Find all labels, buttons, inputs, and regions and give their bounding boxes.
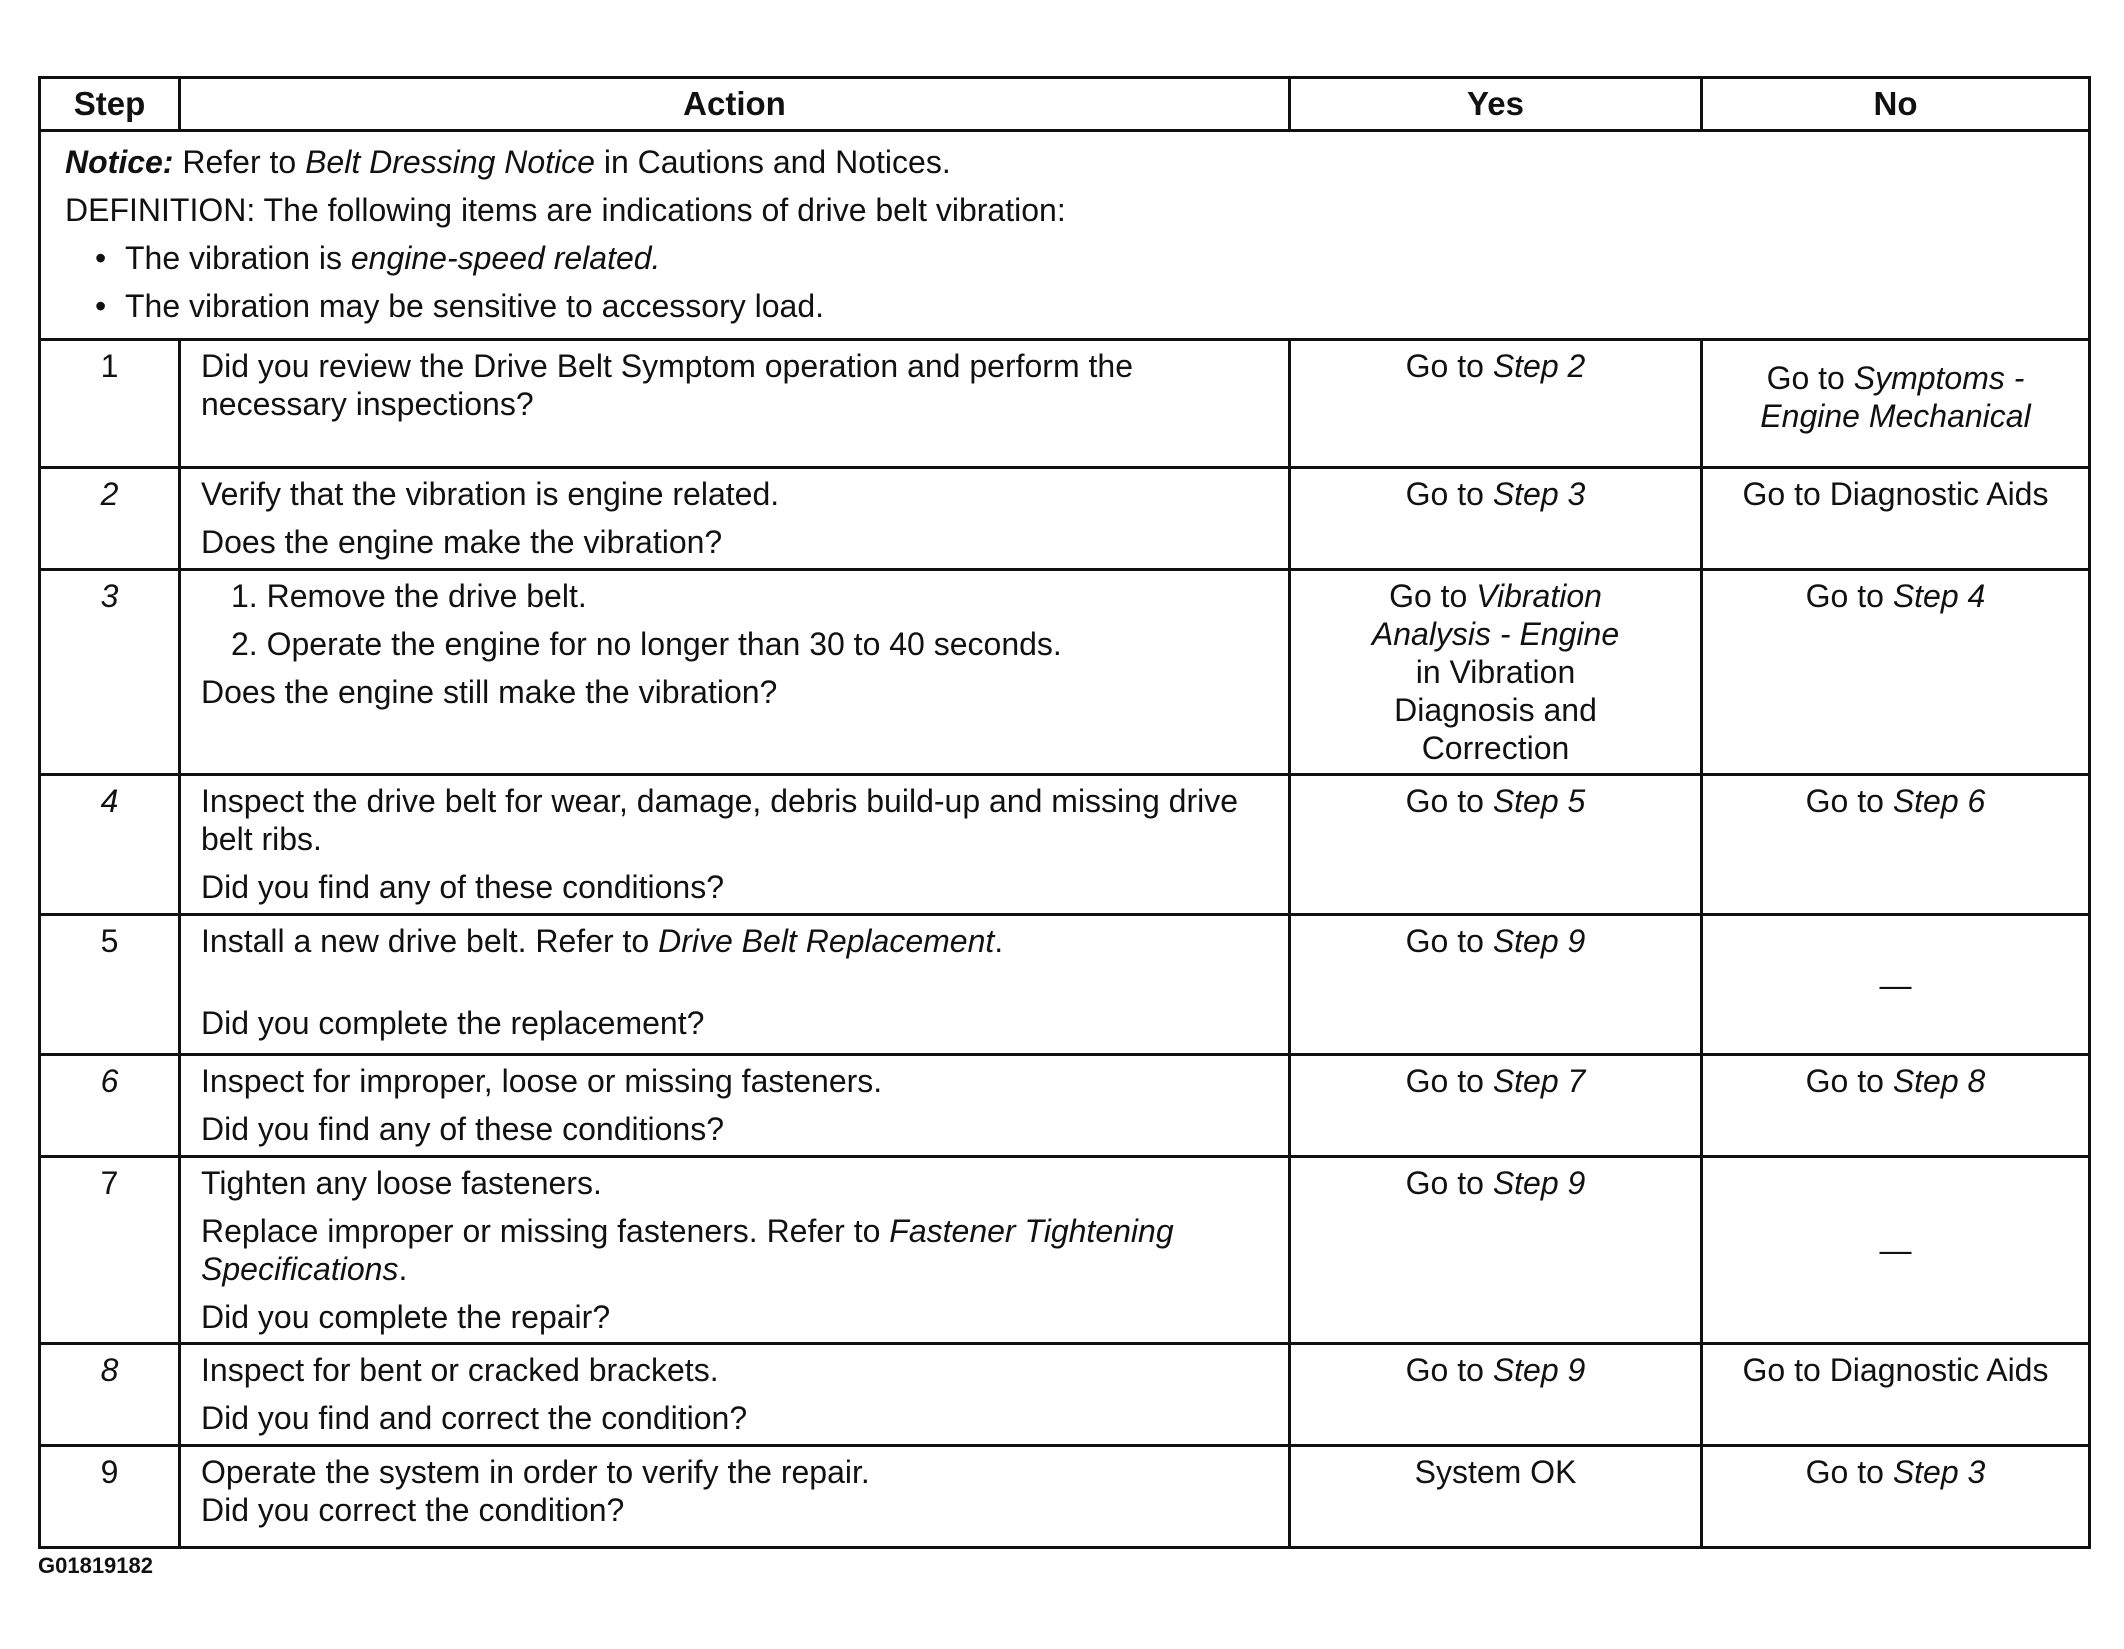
action-cell: Inspect the drive belt for wear, damage, debris build-up and missing drive belt ribs. Did you find any of these conditions? [180,775,1290,915]
yes-cell: Go to Step 9 [1290,1344,1702,1446]
table-row [40,1446,2090,1548]
step-number: 7 [40,1157,180,1344]
step-number: 2 [40,468,180,570]
yes-cell: Go to Step 9 [1290,915,1702,1055]
action-cell: Inspect for bent or cracked brackets. Did you find and correct the condition? [180,1344,1290,1446]
no-cell: Go to Diagnostic Aids [1702,468,2090,570]
yes-cell: System OK [1290,1446,1702,1548]
step-number: 8 [40,1344,180,1446]
yes-cell: Go to Step 9 [1290,1157,1702,1344]
step-number: 3 [40,570,180,775]
diagnostic-table [38,76,2091,1549]
action-cell: Verify that the vibration is engine related. Does the engine make the vibration? [180,468,1290,570]
notice-row [40,131,2090,340]
belt-dressing-notice-ref: Belt Dressing Notice [305,144,595,180]
notice-line: Notice: Refer to Belt Dressing Notice in Cautions and Notices. [65,144,951,180]
table-row [40,340,2090,468]
no-cell: Go to Step 3 [1702,1446,2090,1548]
no-cell: — [1702,1157,2090,1344]
table-row [40,468,2090,570]
no-cell: — [1702,915,2090,1055]
action-cell: Did you review the Drive Belt Symptom operation and perform the necessary inspections? [180,340,1290,468]
action-cell: Operate the system in order to verify the repair. Did you correct the condition? [180,1446,1290,1548]
notice-cell [40,131,2090,340]
definition-line: DEFINITION: The following items are indications of drive belt vibration: [65,192,1066,228]
action-cell: 1. Remove the drive belt. 2. Operate the engine for no longer than 30 to 40 seconds. Does the engine still make the vibration? [180,570,1290,775]
step-number: 4 [40,775,180,915]
table-row [40,1055,2090,1157]
step-number: 5 [40,915,180,1055]
table-row [40,1344,2090,1446]
yes-cell: Go to Step 5 [1290,775,1702,915]
yes-cell: Go to Vibration Analysis - Engine in Vibration Diagnosis and Correction [1290,570,1702,775]
no-cell: Go to Step 6 [1702,775,2090,915]
yes-cell: Go to Step 2 [1290,340,1702,468]
no-cell: Go to Diagnostic Aids [1702,1344,2090,1446]
table-row [40,1157,2090,1344]
notice-label: Notice: [65,144,174,180]
header-no: No [1702,78,2090,131]
bullet-item: • The vibration may be sensitive to accessory load. [65,282,2064,330]
step-number: 1 [40,340,180,468]
header-action: Action [180,78,1290,131]
bullet-item: • The vibration is engine-speed related. [65,234,2064,282]
no-cell: Go to Step 8 [1702,1055,2090,1157]
action-cell: Install a new drive belt. Refer to Drive Belt Replacement. Did you complete the replacement? [180,915,1290,1055]
yes-cell: Go to Step 7 [1290,1055,1702,1157]
no-cell: Go to Step 4 [1702,570,2090,775]
header-step: Step [40,78,180,131]
step-number: 6 [40,1055,180,1157]
header-yes: Yes [1290,78,1702,131]
table-row [40,915,2090,1055]
figure-id: G01819182 [38,1553,153,1578]
header-row [40,78,2090,131]
action-cell: Inspect for improper, loose or missing fasteners. Did you find any of these conditions? [180,1055,1290,1157]
action-cell: Tighten any loose fasteners. Replace improper or missing fasteners. Refer to Fastener Tightening Specifications. Did you complete the repair? [180,1157,1290,1344]
yes-cell: Go to Step 3 [1290,468,1702,570]
table-row [40,775,2090,915]
table-row [40,570,2090,775]
step-number: 9 [40,1446,180,1548]
no-cell: Go to Symptoms - Engine Mechanical [1702,340,2090,468]
